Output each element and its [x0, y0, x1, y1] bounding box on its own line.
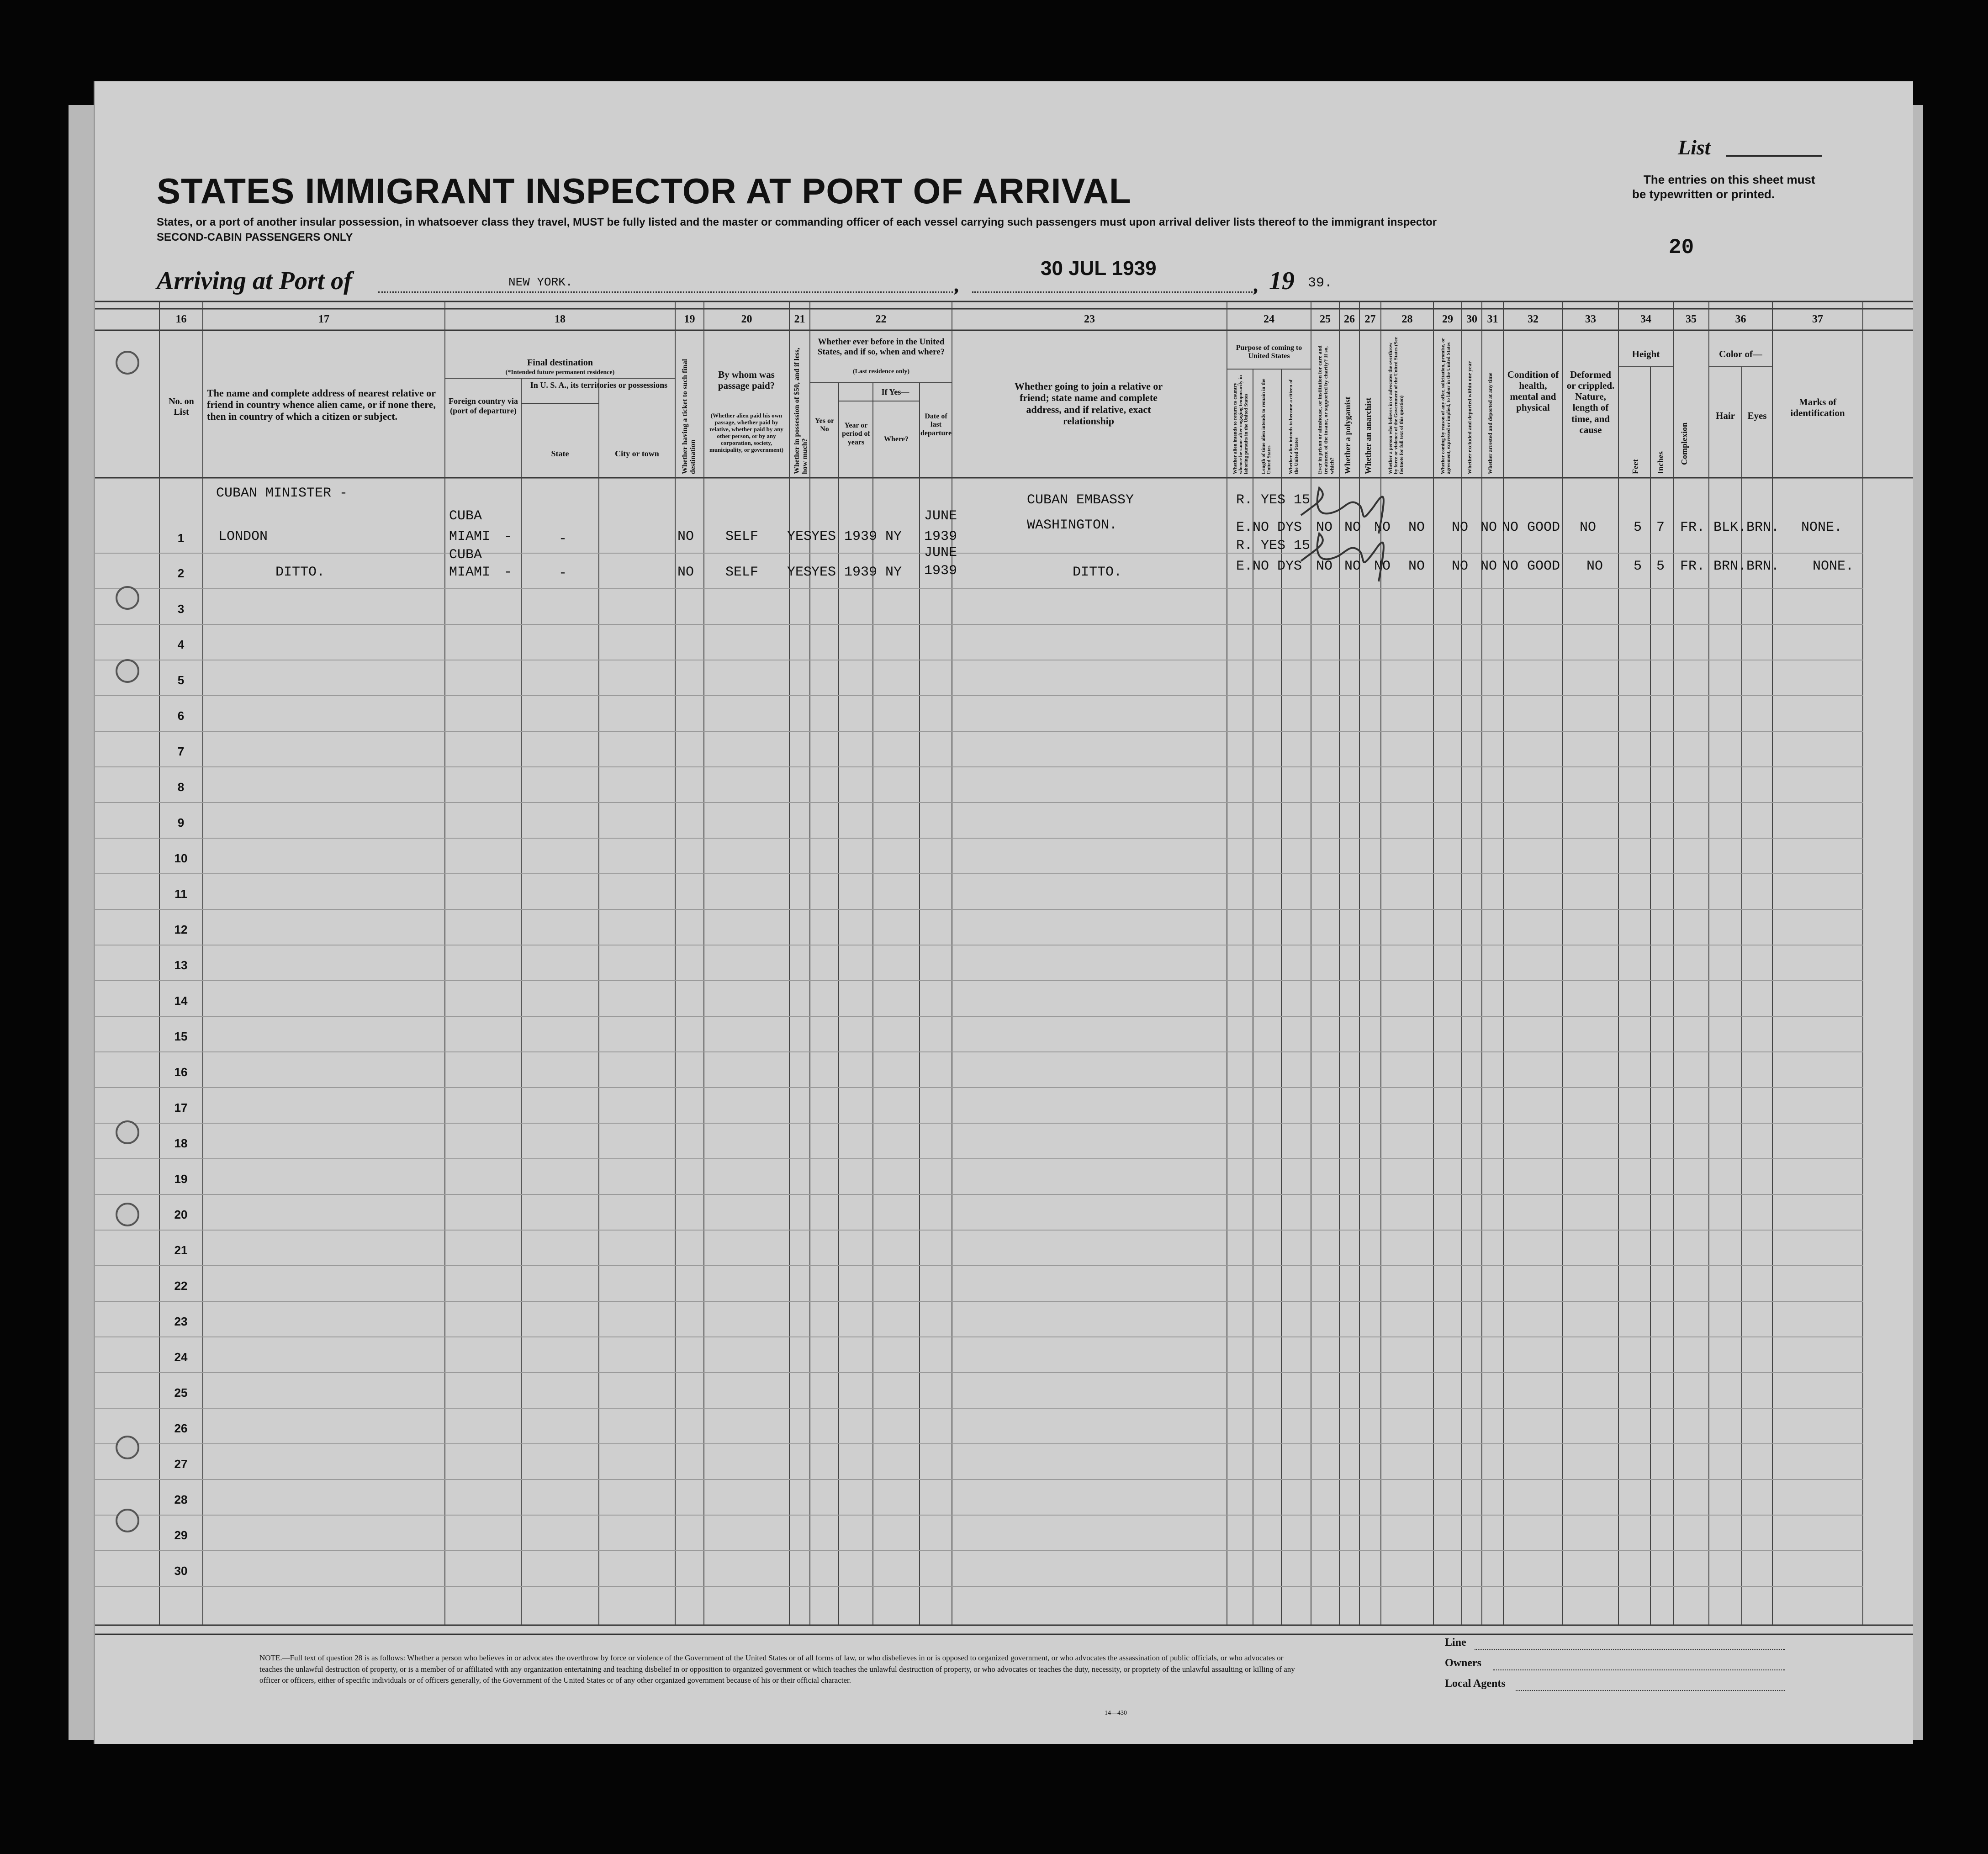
row-number: 17: [174, 1101, 188, 1115]
ticket: NO: [677, 529, 694, 544]
row-number: 4: [177, 638, 185, 651]
header-last-residence: (Last residence only): [852, 368, 910, 375]
header-height: Height: [1632, 349, 1660, 359]
header-overthrow: Whether a person who believes in or advocates the overthrow by force or violence of the Government of the United States (See footnote for full text of this question): [1388, 337, 1405, 474]
header-feet: Feet: [1631, 459, 1640, 474]
row-number: 16: [174, 1065, 188, 1079]
header-relative-address: The name and complete address of nearest relative or friend in country whence alien came, or if none there, then in country of which a citizen or subject.: [207, 387, 436, 422]
manifest-sheet: [94, 81, 1913, 1744]
col-num-21: 21: [794, 313, 805, 325]
row-number: 24: [174, 1350, 188, 1364]
header-if-yes: If Yes—: [881, 387, 909, 396]
height-feet: 5: [1634, 559, 1642, 574]
row-number: 15: [174, 1030, 188, 1043]
header-fifty-dollars: Whether in possession of $50, and if less, how much?: [793, 348, 809, 474]
health: GOOD: [1527, 559, 1560, 574]
row-number: 25: [174, 1386, 188, 1400]
header-final-destination: Final destination: [527, 358, 593, 368]
row-number: 1: [177, 531, 185, 545]
sheet-number: 20: [1669, 236, 1694, 259]
row-number: 8: [177, 780, 185, 794]
header-ever-before: Whether ever before in the United States, and if so, when and where?: [817, 337, 945, 357]
entries-note-1: The entries on this sheet must: [1644, 173, 1815, 186]
form-grid: [95, 81, 1913, 1744]
offer: NO: [1452, 559, 1469, 574]
passage-paid-by: SELF: [725, 565, 759, 580]
comma-2: ,: [1253, 274, 1258, 296]
header-foreign-country: Foreign country via (port of departure): [449, 396, 518, 415]
foreign-country: CUBA: [449, 547, 482, 563]
row-number: 7: [177, 745, 185, 758]
header-length-stay: Length of time alien intends to remain in the United States: [1261, 379, 1272, 474]
has-fifty-dollars: YES: [787, 529, 812, 544]
eye-color: BRN.: [1746, 520, 1780, 535]
local-agents-field: [1516, 1690, 1785, 1691]
row-number: 19: [174, 1172, 188, 1186]
destination-state: -: [504, 565, 513, 580]
header-return-intent: Whether alien intends to return to country whence he came after engaging temporarily in laboring pursuits in the United States: [1232, 375, 1249, 474]
destination-state: -: [504, 529, 513, 544]
col-num-24: 24: [1264, 313, 1274, 325]
header-citizen-intent: Whether alien intends to become a citizen of the United States: [1288, 379, 1300, 474]
col-num-28: 28: [1401, 313, 1413, 325]
header-polygamist: Whether a polygamist: [1343, 396, 1352, 474]
header-where: Where?: [884, 435, 909, 443]
form-code: 14—430: [1105, 1710, 1127, 1717]
class-line: SECOND-CABIN PASSENGERS ONLY: [157, 231, 353, 243]
header-in-usa: In U. S. A., its territories or possessions: [530, 380, 668, 390]
arrested: NO: [1502, 559, 1519, 574]
line-field: [1475, 1649, 1785, 1650]
col-num-36: 36: [1735, 313, 1746, 325]
row-number: 3: [177, 602, 185, 616]
prison: NO: [1316, 520, 1333, 535]
passage-paid-by: SELF: [725, 529, 759, 544]
header-hair: Hair: [1716, 410, 1735, 421]
header-excluded: Whether excluded and deported within one year: [1466, 361, 1473, 474]
arrested: NO: [1502, 520, 1519, 535]
col-num-25: 25: [1320, 313, 1331, 325]
purpose-return: R. YES 15: [1236, 538, 1311, 554]
col-num-26: 26: [1344, 313, 1355, 325]
where-in-us: NY: [885, 565, 902, 580]
header-inches: Inches: [1656, 451, 1665, 474]
binder-hole: [116, 351, 139, 375]
row-number: 2: [177, 566, 185, 580]
header-color-of: Color of—: [1719, 349, 1762, 359]
binder-hole: [116, 659, 139, 683]
excluded: NO: [1480, 559, 1497, 574]
line-label: Line: [1445, 1637, 1466, 1648]
row-number: 12: [174, 923, 188, 936]
relative-name: CUBAN MINISTER -: [216, 486, 348, 501]
complexion: FR.: [1680, 559, 1705, 574]
col-num-32: 32: [1528, 313, 1539, 325]
col-num-20: 20: [741, 313, 752, 325]
height-inches: 5: [1656, 559, 1665, 574]
joining-address: DITTO.: [1073, 565, 1122, 580]
header-city: City or town: [615, 449, 659, 458]
departure-year: 1939: [924, 563, 957, 579]
col-num-16: 16: [175, 313, 187, 325]
instructions-text: States, or a port of another insular possession, in whatsoever class they travel, MUST be fully listed and the master or commanding officer of each vessel carrying such passengers must upon arrival deliver lists thereof to the immigrant inspector: [157, 216, 1437, 228]
header-state: State: [551, 449, 569, 458]
col-num-30: 30: [1466, 313, 1477, 325]
row-number: 26: [174, 1421, 188, 1435]
row-number: 5: [177, 673, 185, 687]
row-number: 10: [174, 851, 188, 865]
via-port: MIAMI: [449, 529, 491, 544]
col-num-19: 19: [684, 313, 695, 325]
identification-marks: NONE.: [1813, 559, 1854, 574]
header-prison: Ever in prison or almshouse, or institution for care and treatment of the insane, or supported by charity? If so, which?: [1317, 345, 1335, 474]
handwritten-annotation: [1292, 479, 1401, 584]
relative-city: DITTO.: [275, 565, 325, 580]
departure-month: JUNE: [924, 545, 957, 560]
row-number: 27: [174, 1457, 188, 1471]
row-number: 13: [174, 958, 188, 972]
where-in-us: NY: [885, 529, 902, 544]
col-num-17: 17: [318, 313, 329, 325]
header-health: Condition of health, mental and physical: [1507, 369, 1559, 413]
row-number: 9: [177, 816, 185, 829]
identification-marks: NONE.: [1801, 520, 1843, 535]
hair-color: BRN.: [1713, 559, 1747, 574]
header-passage-paid-sub: (Whether alien paid his own passage, whether paid by relative, whether paid by any other person, or by any corporation, society, municipality, or government): [709, 412, 783, 453]
relative-city: LONDON: [218, 529, 268, 544]
header-ticket: Whether having a ticket to such final destination: [681, 359, 697, 474]
departure-year: 1939: [924, 529, 957, 544]
offer: NO: [1452, 520, 1469, 535]
header-join-relative: Whether going to join a relative or friend; state name and complete address, and if relative, exact relationship: [1014, 380, 1163, 427]
header-last-departure: Date of last departure: [920, 412, 952, 437]
binder-hole: [116, 586, 139, 610]
row-number: 22: [174, 1279, 188, 1293]
row-number: 20: [174, 1208, 188, 1221]
list-label: List: [1678, 136, 1711, 159]
height-inches: 7: [1656, 520, 1665, 535]
overthrow: NO: [1408, 559, 1425, 574]
binder-hole: [116, 1120, 139, 1144]
polygamist: NO: [1344, 559, 1361, 574]
header-no-on-list: No. on List: [169, 396, 194, 417]
binder-hole: [116, 1509, 139, 1532]
arrival-date-stamp: 30 JUL 1939: [1041, 257, 1157, 280]
excluded: NO: [1480, 520, 1497, 535]
hair-color: BLK.: [1713, 520, 1747, 535]
foreign-country: CUBA: [449, 508, 482, 524]
via-port: MIAMI: [449, 565, 491, 580]
col-num-18: 18: [555, 313, 566, 325]
header-eyes: Eyes: [1747, 410, 1767, 421]
destination-city: -: [559, 565, 567, 581]
arriving-label: Arriving at Port of: [157, 267, 352, 295]
row-number: 14: [174, 994, 188, 1008]
header-year-period: Year or period of years: [842, 422, 870, 446]
row-number: 30: [174, 1564, 188, 1578]
col-num-35: 35: [1686, 313, 1697, 325]
binder-hole: [116, 1436, 139, 1459]
header-marks: Marks of identification: [1790, 396, 1845, 419]
purpose-return: R. YES 15: [1236, 492, 1311, 508]
col-num-22: 22: [875, 313, 887, 325]
header-deformed: Deformed or crippled. Nature, length of time, and cause: [1566, 369, 1615, 435]
footnote-question-28: NOTE.—Full text of question 28 is as follows: Whether a person who believes in or advocates the overthrow by force or violence of the Government of the United States or of all forms of law, or who disbelieves in or is opposed to organized government, or who advocates the assassination of public officials, or who advocates or teaches the unlawful destruction of property, or is a member of or affiliated with any organization entertaining and teaching disbelief in or opposition to organized government or which teaches the unlawful destruction of property, or who advocates or teaches the duty, necessity, or propriety of the unlawful assaulting or killing of any officer or officers, either of specific individuals or of officers generally, of the Government of the United States or of any other organized government because of his or their official character.: [259, 1653, 1295, 1685]
binder-hole: [116, 1203, 139, 1226]
col-num-33: 33: [1585, 313, 1596, 325]
header-yes-or-no: Yes or No: [814, 417, 835, 433]
header-passage-paid: By whom was passage paid?: [718, 369, 775, 391]
row-number: 28: [174, 1493, 188, 1506]
port-value: NEW YORK.: [508, 275, 573, 289]
header-arrested: Whether arrested and deported at any time: [1487, 372, 1493, 474]
overthrow: NO: [1408, 520, 1425, 535]
col-num-27: 27: [1364, 313, 1376, 325]
col-num-34: 34: [1640, 313, 1651, 325]
anarchist: NO: [1374, 520, 1391, 535]
local-agents-label: Local Agents: [1445, 1678, 1506, 1690]
height-feet: 5: [1634, 520, 1642, 535]
destination-city: -: [559, 531, 567, 547]
comma: ,: [954, 274, 959, 296]
year-prefix: 19: [1269, 267, 1295, 295]
deformed: NO: [1586, 559, 1603, 574]
row-number: 23: [174, 1315, 188, 1328]
before-in-us: YES: [811, 565, 836, 580]
header-offer: Whether coming by reason of any offer, solicitation, promise, or agreement, expressed or implied, to labor in the United States: [1440, 338, 1452, 474]
purpose-citizen: E.NO DYS: [1236, 520, 1302, 535]
prison: NO: [1316, 559, 1333, 574]
row-number: 6: [177, 709, 185, 723]
health: GOOD: [1527, 520, 1560, 535]
page-title: STATES IMMIGRANT INSPECTOR AT PORT OF ARRIVAL: [157, 171, 1131, 211]
eye-color: BRN.: [1746, 559, 1780, 574]
row-number: 11: [174, 887, 187, 901]
has-fifty-dollars: YES: [787, 565, 812, 580]
col-num-29: 29: [1442, 313, 1453, 325]
header-final-destination-sub: (*Intended future permanent residence): [505, 369, 615, 376]
deformed: NO: [1580, 520, 1597, 535]
header-anarchist: Whether an anarchist: [1364, 397, 1373, 474]
before-in-us: YES: [811, 529, 836, 544]
polygamist: NO: [1344, 520, 1361, 535]
row-number: 29: [174, 1528, 188, 1542]
ticket: NO: [677, 565, 694, 580]
row-number: 21: [174, 1243, 188, 1257]
year-suffix: 39.: [1308, 275, 1333, 291]
header-purpose: Purpose of coming to United States: [1236, 344, 1302, 360]
col-num-37: 37: [1812, 313, 1823, 325]
joining-name: CUBAN EMBASSY: [1027, 492, 1134, 508]
owners-label: Owners: [1445, 1657, 1481, 1669]
entries-note-2: be typewritten or printed.: [1632, 187, 1775, 201]
anarchist: NO: [1374, 559, 1391, 574]
departure-month: JUNE: [924, 508, 957, 524]
col-num-23: 23: [1084, 313, 1095, 325]
row-number: 18: [174, 1136, 188, 1150]
joining-address: WASHINGTON.: [1027, 518, 1118, 533]
year-in-us: 1939: [844, 529, 878, 544]
complexion: FR.: [1680, 520, 1705, 535]
year-in-us: 1939: [844, 565, 878, 580]
col-num-31: 31: [1487, 313, 1498, 325]
owners-field: [1493, 1669, 1785, 1670]
header-complexion: Complexion: [1680, 422, 1689, 465]
purpose-citizen: E.NO DYS: [1236, 559, 1302, 574]
